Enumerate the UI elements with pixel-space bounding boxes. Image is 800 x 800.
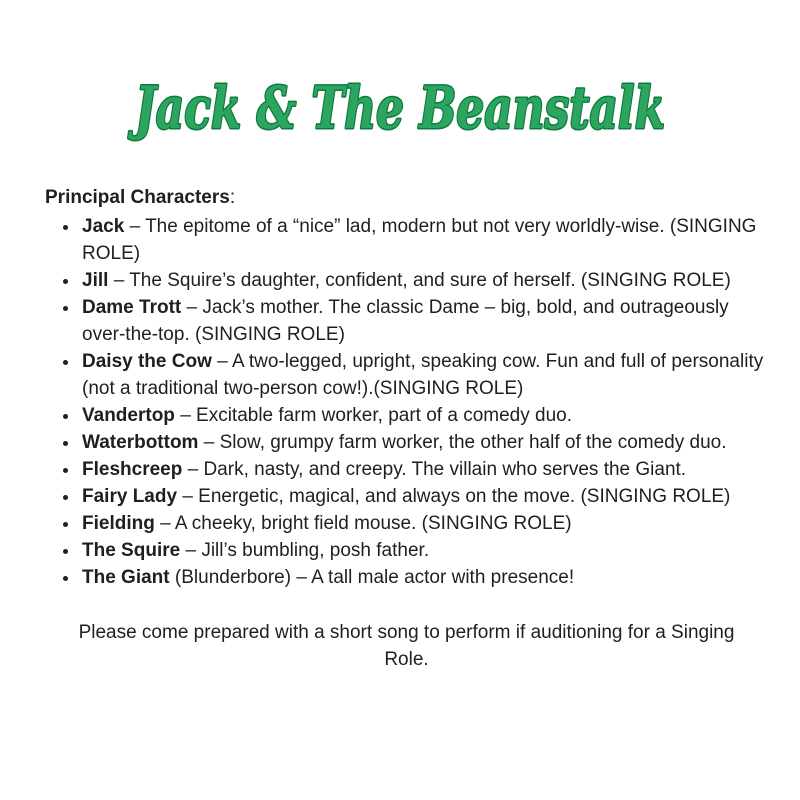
footer-note: Please come prepared with a short song to perform if auditioning for a Singing Role. bbox=[78, 622, 735, 670]
character-list-item bbox=[80, 348, 768, 402]
title-banner bbox=[0, 50, 800, 160]
character-list-item bbox=[80, 429, 768, 456]
character-name: Fielding bbox=[82, 513, 155, 534]
character-name: Daisy the Cow bbox=[82, 351, 212, 372]
character-name: Fairy Lady bbox=[82, 486, 178, 507]
character-description: (Blunderbore) – A tall male actor with presence! bbox=[174, 567, 575, 588]
section-heading-colon: : bbox=[229, 187, 236, 208]
section-heading-label: Principal Characters bbox=[45, 187, 230, 208]
character-list-item bbox=[80, 267, 768, 294]
character-list-item bbox=[80, 510, 768, 537]
title-graphic bbox=[0, 50, 800, 160]
character-list-item bbox=[80, 483, 768, 510]
character-description: – Energetic, magical, and always on the move. (SINGING ROLE) bbox=[182, 486, 731, 507]
character-description: – A two-legged, upright, speaking cow. Fun and full of personality (not a traditional two-person cow!).(SINGING ROLE) bbox=[82, 351, 764, 399]
character-list-item bbox=[80, 213, 768, 267]
character-list-item bbox=[80, 456, 768, 483]
character-name: Fleshcreep bbox=[82, 459, 183, 480]
character-description: – The Squire’s daughter, confident, and sure of herself. (SINGING ROLE) bbox=[113, 270, 731, 291]
character-description: – The epitome of a “nice” lad, modern but not very worldly-wise. (SINGING ROLE) bbox=[82, 216, 757, 264]
character-description: – Slow, grumpy farm worker, the other half of the comedy duo. bbox=[203, 432, 727, 453]
character-description: – Jack’s mother. The classic Dame – big, bold, and outrageously over-the-top. (SINGING ROLE) bbox=[82, 297, 729, 345]
characters-section bbox=[0, 160, 800, 673]
character-list-item bbox=[80, 402, 768, 429]
section-heading bbox=[45, 184, 768, 211]
character-name: The Giant bbox=[82, 567, 170, 588]
character-description: – Jill’s bumbling, posh father. bbox=[185, 540, 430, 561]
character-name: Jill bbox=[82, 270, 109, 291]
character-description: – Dark, nasty, and creepy. The villain who serves the Giant. bbox=[187, 459, 687, 480]
character-name: Dame Trott bbox=[82, 297, 182, 318]
character-name: The Squire bbox=[82, 540, 181, 561]
character-list-item bbox=[80, 537, 768, 564]
character-list-item bbox=[80, 564, 768, 591]
character-description: – A cheeky, bright field mouse. (SINGING ROLE) bbox=[160, 513, 572, 534]
character-name: Vandertop bbox=[82, 405, 175, 426]
page-title-text: Jack & The Beanstalk bbox=[127, 74, 666, 142]
character-list-item bbox=[80, 294, 768, 348]
character-list bbox=[45, 213, 768, 591]
character-description: – Excitable farm worker, part of a comedy duo. bbox=[180, 405, 572, 426]
character-name: Waterbottom bbox=[82, 432, 199, 453]
character-name: Jack bbox=[82, 216, 125, 237]
